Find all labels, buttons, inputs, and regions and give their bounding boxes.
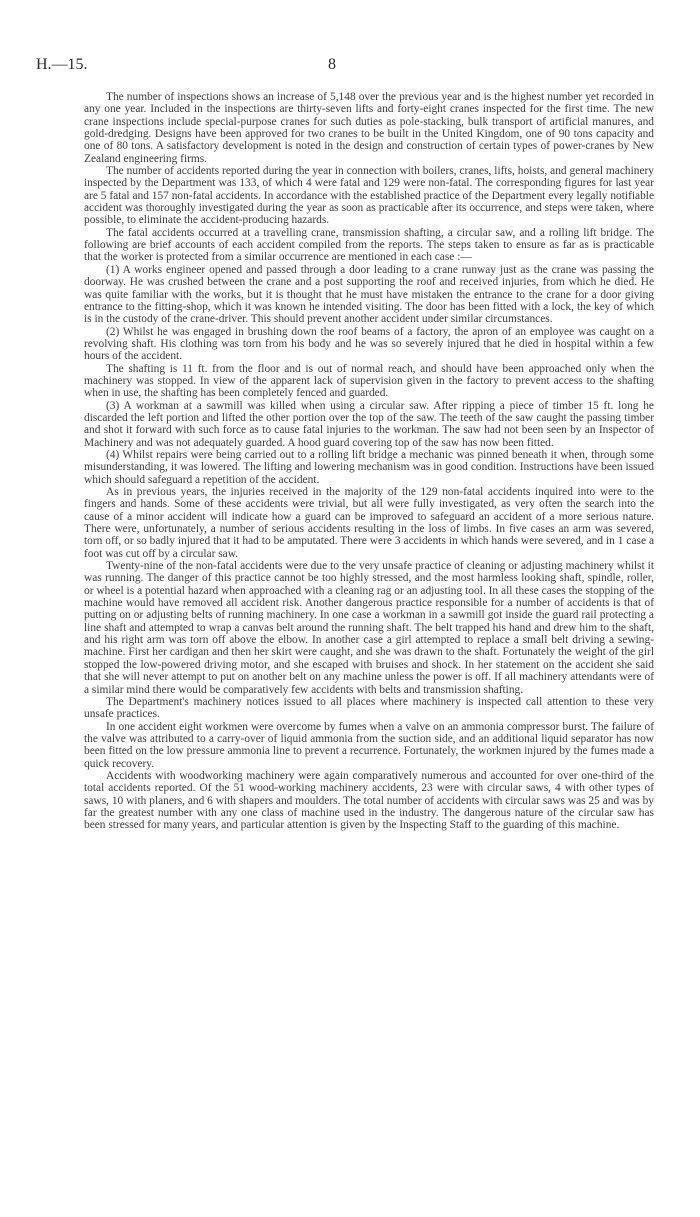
- page-number: 8: [328, 56, 336, 73]
- page-header: [36, 56, 664, 78]
- document-reference: H.—15.: [36, 56, 88, 73]
- paragraph-accident-3: (3) A workman at a sawmill was killed when using a circular saw. After ripping a piece of timber 15 ft. long he discarded the left portion and lifted the other portion over the top of the saw. The teeth of the saw caught the passing timber and shot it forward with such force as to cause fatal injuries to the workman. The saw had not been seen by an Inspector of Machinery and was not adequately guarded. A hood guard covering top of the saw has now been fitted.: [84, 399, 654, 449]
- paragraph-ammonia: In one accident eight workmen were overcome by fumes when a valve on an ammonia compressor burst. The failure of the valve was attributed to a carry-over of liquid ammonia from the suction side, and an additional liquid separator has now been fitted on the low pressure ammonia line to prevent a recurrence. Fortunately, the workmen injured by the fumes made a quick recovery.: [84, 720, 654, 770]
- paragraph-accident-1: (1) A works engineer opened and passed through a door leading to a crane runway just as the crane was passing the doorway. He was crushed between the crane and a post supporting the roof and received injuries, from which he died. He was quite familiar with the works, but it is thought that he must have mistaken the entrance to the crane for a door giving entrance to the fitting-shop, which it was known he intended visiting. The door has been fitted with a lock, the key of which is in the custody of the crane-driver. This should prevent another accident under similar circumstances.: [84, 263, 654, 326]
- paragraph-shafting: The shafting is 11 ft. from the floor and is out of normal reach, and should have been approached only when the machinery was stopped. In view of the apparent lack of supervision given in the factory to prevent access to the shafting when in use, the shafting has been completely fenced and guarded.: [84, 362, 654, 400]
- paragraph-fatal-accidents: The fatal accidents occurred at a travelling crane, transmission shafting, a circular saw, and a rolling lift bridge. The following are brief accounts of each accident compiled from the reports. The steps taken to ensure as far as is practicable that the worker is protected from a similar occurrence are mentioned in each case :—: [84, 226, 654, 264]
- paragraph-inspections: The number of inspections shows an increase of 5,148 over the previous year and is the highest number yet recorded in any one year. Included in the inspections are thirty-seven lifts and forty-eight cranes inspected for the first time. The new crane inspections include special-purpose cranes for such duties as pole-stacking, bulk transport of artificial manures, and gold-dredging. Designs have been approved for two cranes to be built in the United Kingdom, one of 90 tons capacity and one of 80 tons. A satisfactory development is noted in the design and construction of certain types of power-cranes by New Zealand engineering firms.: [84, 91, 654, 165]
- paragraph-non-fatal: As in previous years, the injuries received in the majority of the 129 non-fatal accidents inquired into were to the fingers and hands. Some of these accidents were trivial, but all were fully investigated, as very often the search into the cause of a minor accident will indicate how a guard can be improved to safeguard an accident of a more serious nature. There were, unfortunately, a number of serious accidents resulting in the loss of limbs. In five cases an arm was severed, torn off, or so badly injured that it had to be amputated. There were 3 accidents in which hands were severed, and in 1 case a foot was cut off by a circular saw.: [84, 486, 654, 560]
- body-text: [84, 91, 654, 832]
- paragraph-machinery-notices: The Department's machinery notices issued to all places where machinery is inspected call attention to these very unsafe practices.: [84, 695, 654, 721]
- paragraph-accidents-summary: The number of accidents reported during the year in connection with boilers, cranes, lifts, hoists, and general machinery inspected by the Department was 133, of which 4 were fatal and 129 were non-fatal. The corresponding figures for last year are 5 fatal and 157 non-fatal accidents. In accordance with the established practice of the Department every legally notifiable accident was thoroughly investigated during the year as soon as practicable after its occurrence, and steps were taken, where possible, to eliminate the accident-producing hazards.: [84, 165, 654, 227]
- paragraph-accident-2: (2) Whilst he was engaged in brushing down the roof beams of a factory, the apron of an employee was caught on a revolving shaft. His clothing was torn from his body and he was so severely injured that he died in hospital within a few hours of the accident.: [84, 325, 654, 363]
- paragraph-unsafe-practices: Twenty-nine of the non-fatal accidents were due to the very unsafe practice of cleaning or adjusting machinery whilst it was running. The danger of this practice cannot be too highly stressed, and the most harmless looking shaft, spindle, roller, or wheel is a potential hazard when approached with a cleaning rag or an adjusting tool. In all these cases the stopping of the machine would have removed all accident risk. Another dangerous practice responsible for a number of accidents is that of putting on or adjusting belts of running machinery. In one case a workman in a sawmill got inside the guard rail protecting a line shaft and attempted to wrap a canvas belt around the running shaft. The belt trapped his hand and drew him to the shaft, and his right arm was torn off above the elbow. In another case a girl attempted to replace a small belt driving a sewing-machine. First her cardigan and then her skirt were caught, and she was drawn to the shaft. Fortunately the weight of the girl stopped the low-powered driving motor, and she escaped with bruises and shock. In her statement on the accident she said that she will never attempt to put on another belt on any machine unless the power is off. If all machinery attendants were of a similar mind there would be comparatively few accidents with belts and transmission shafting.: [84, 560, 654, 696]
- paragraph-accident-4: (4) Whilst repairs were being carried out to a rolling lift bridge a mechanic was pinned beneath it when, through some misunderstanding, it was lowered. The lifting and lowering mechanism was in good condition. Instructions have been issued which should safeguard a repetition of the accident.: [84, 448, 654, 486]
- paragraph-woodworking: Accidents with woodworking machinery were again comparatively numerous and accounted for over one-third of the total accidents reported. Of the 51 wood-working machinery accidents, 23 were with circular saws, 4 with other types of saws, 10 with planers, and 6 with shapers and moulders. The total number of accidents with circular saws was 25 and was by far the greatest number with any one class of machine used in the industry. The dangerous nature of the circular saw has been stressed for many years, and particular attention is given by the Inspecting Staff to the guarding of this machine.: [84, 769, 654, 832]
